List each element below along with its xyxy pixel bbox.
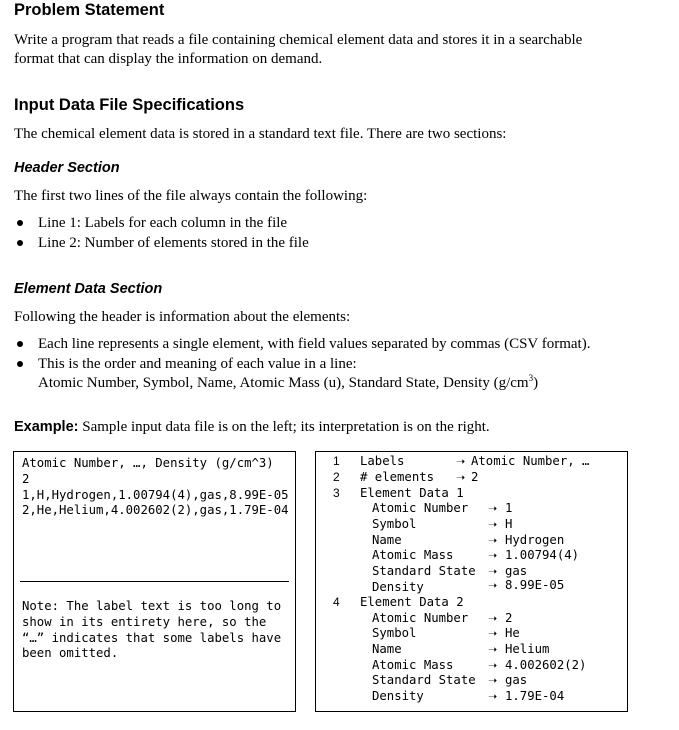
field-value: 1 xyxy=(505,501,513,515)
header-bullet-1: Line 1: Labels for each column in the file xyxy=(38,215,288,231)
field-key: Atomic Mass xyxy=(372,548,454,562)
problem-heading: Problem Statement xyxy=(14,1,165,19)
example-label: Example: xyxy=(14,419,79,435)
note-line-3: “…” indicates that some labels have xyxy=(22,631,282,645)
count-value: 2 xyxy=(471,470,479,484)
arrow-icon: ➝ xyxy=(488,644,498,656)
field-key: Density xyxy=(372,580,424,594)
arrow-icon: ➝ xyxy=(488,691,498,703)
note-line-1: Note: The label text is too long to xyxy=(22,599,282,613)
arrow-icon: ➝ xyxy=(488,535,498,547)
header-bullet-2: Line 2: Number of elements stored in the file xyxy=(38,235,309,251)
arrow-icon: ➝ xyxy=(488,628,498,640)
problem-text-line1: Write a program that reads a file containing chemical element data and stores it in a searchable xyxy=(14,32,583,48)
element-bullet-2-line1: This is the order and meaning of each value in a line: xyxy=(38,356,357,372)
problem-text-line2: format that can display the information on demand. xyxy=(14,51,323,67)
element-section-text: Following the header is information about the elements: xyxy=(14,309,351,325)
file-line-element-2: 2,He,Helium,4.002602(2),gas,1.79E-04 xyxy=(22,503,289,517)
arrow-icon: ➝ xyxy=(488,503,498,515)
input-heading: Input Data File Specifications xyxy=(14,96,245,114)
arrow-icon: ➝ xyxy=(488,566,498,578)
arrow-icon: ➝ xyxy=(488,660,498,672)
labels-key: Labels xyxy=(360,454,405,468)
field-order-close: ) xyxy=(533,375,539,391)
field-value: 8.99E-05 xyxy=(505,578,565,592)
element-section-heading: Element Data Section xyxy=(14,281,163,297)
field-key: Atomic Number xyxy=(372,501,469,515)
field-value: gas xyxy=(505,673,528,687)
field-value: 4.002602(2) xyxy=(505,658,587,672)
note-line-4: been omitted. xyxy=(22,646,119,660)
line-number: 2 xyxy=(333,470,340,484)
bullet-dot xyxy=(17,341,23,347)
field-value: H xyxy=(505,517,513,531)
arrow-icon: ➝ xyxy=(456,472,466,484)
field-key: Name xyxy=(372,533,402,547)
element-bullet-1: Each line represents a single element, with field values separated by commas (CSV format). xyxy=(38,336,591,352)
arrow-icon: ➝ xyxy=(488,550,498,562)
field-key: Standard State xyxy=(372,564,476,578)
line-number: 4 xyxy=(333,595,340,609)
labels-value: Atomic Number, … xyxy=(471,454,590,468)
field-value: 1.79E-04 xyxy=(505,689,565,703)
superscript-3: 3 xyxy=(528,373,534,383)
note-line-2: show in its entirety here, so the xyxy=(22,615,267,629)
field-value: gas xyxy=(505,564,528,578)
bullet-dot xyxy=(17,240,23,246)
input-text: The chemical element data is stored in a standard text file. There are two sections: xyxy=(14,126,507,142)
element-bullet-2-line2 xyxy=(38,373,538,393)
header-section-text: The first two lines of the file always contain the following: xyxy=(14,188,368,204)
field-order-text: Atomic Number, Symbol, Name, Atomic Mass (u), Standard State, Density (g/cm xyxy=(38,375,529,391)
field-value: Helium xyxy=(505,642,550,656)
example-text: Sample input data file is on the left; its interpretation is on the right. xyxy=(82,419,490,435)
field-value: He xyxy=(505,626,520,640)
bullet-dot xyxy=(17,220,23,226)
file-line-labels: Atomic Number, …, Density (g/cm^3) xyxy=(22,456,274,470)
line-number: 1 xyxy=(333,454,340,468)
arrow-icon: ➝ xyxy=(488,675,498,687)
bullet-dot xyxy=(17,361,23,367)
arrow-icon: ➝ xyxy=(488,580,498,592)
field-key: Standard State xyxy=(372,673,476,687)
field-key: Density xyxy=(372,689,424,703)
field-key: Symbol xyxy=(372,626,417,640)
file-line-element-1: 1,H,Hydrogen,1.00794(4),gas,8.99E-05 xyxy=(22,488,289,502)
field-value: 1.00794(4) xyxy=(505,548,580,562)
file-line-count: 2 xyxy=(22,472,30,486)
count-key: # elements xyxy=(360,470,435,484)
arrow-icon: ➝ xyxy=(488,613,498,625)
example-line xyxy=(14,419,490,436)
element-2-header: Element Data 2 xyxy=(360,595,464,609)
arrow-icon: ➝ xyxy=(456,456,466,468)
line-number: 3 xyxy=(333,486,340,500)
field-value: Hydrogen xyxy=(505,533,565,547)
field-key: Atomic Number xyxy=(372,611,469,625)
header-section-heading: Header Section xyxy=(14,160,120,176)
arrow-icon: ➝ xyxy=(488,519,498,531)
note-divider xyxy=(20,581,289,582)
element-1-header: Element Data 1 xyxy=(360,486,464,500)
field-value: 2 xyxy=(505,611,513,625)
field-key: Name xyxy=(372,642,402,656)
field-key: Symbol xyxy=(372,517,417,531)
field-key: Atomic Mass xyxy=(372,658,454,672)
